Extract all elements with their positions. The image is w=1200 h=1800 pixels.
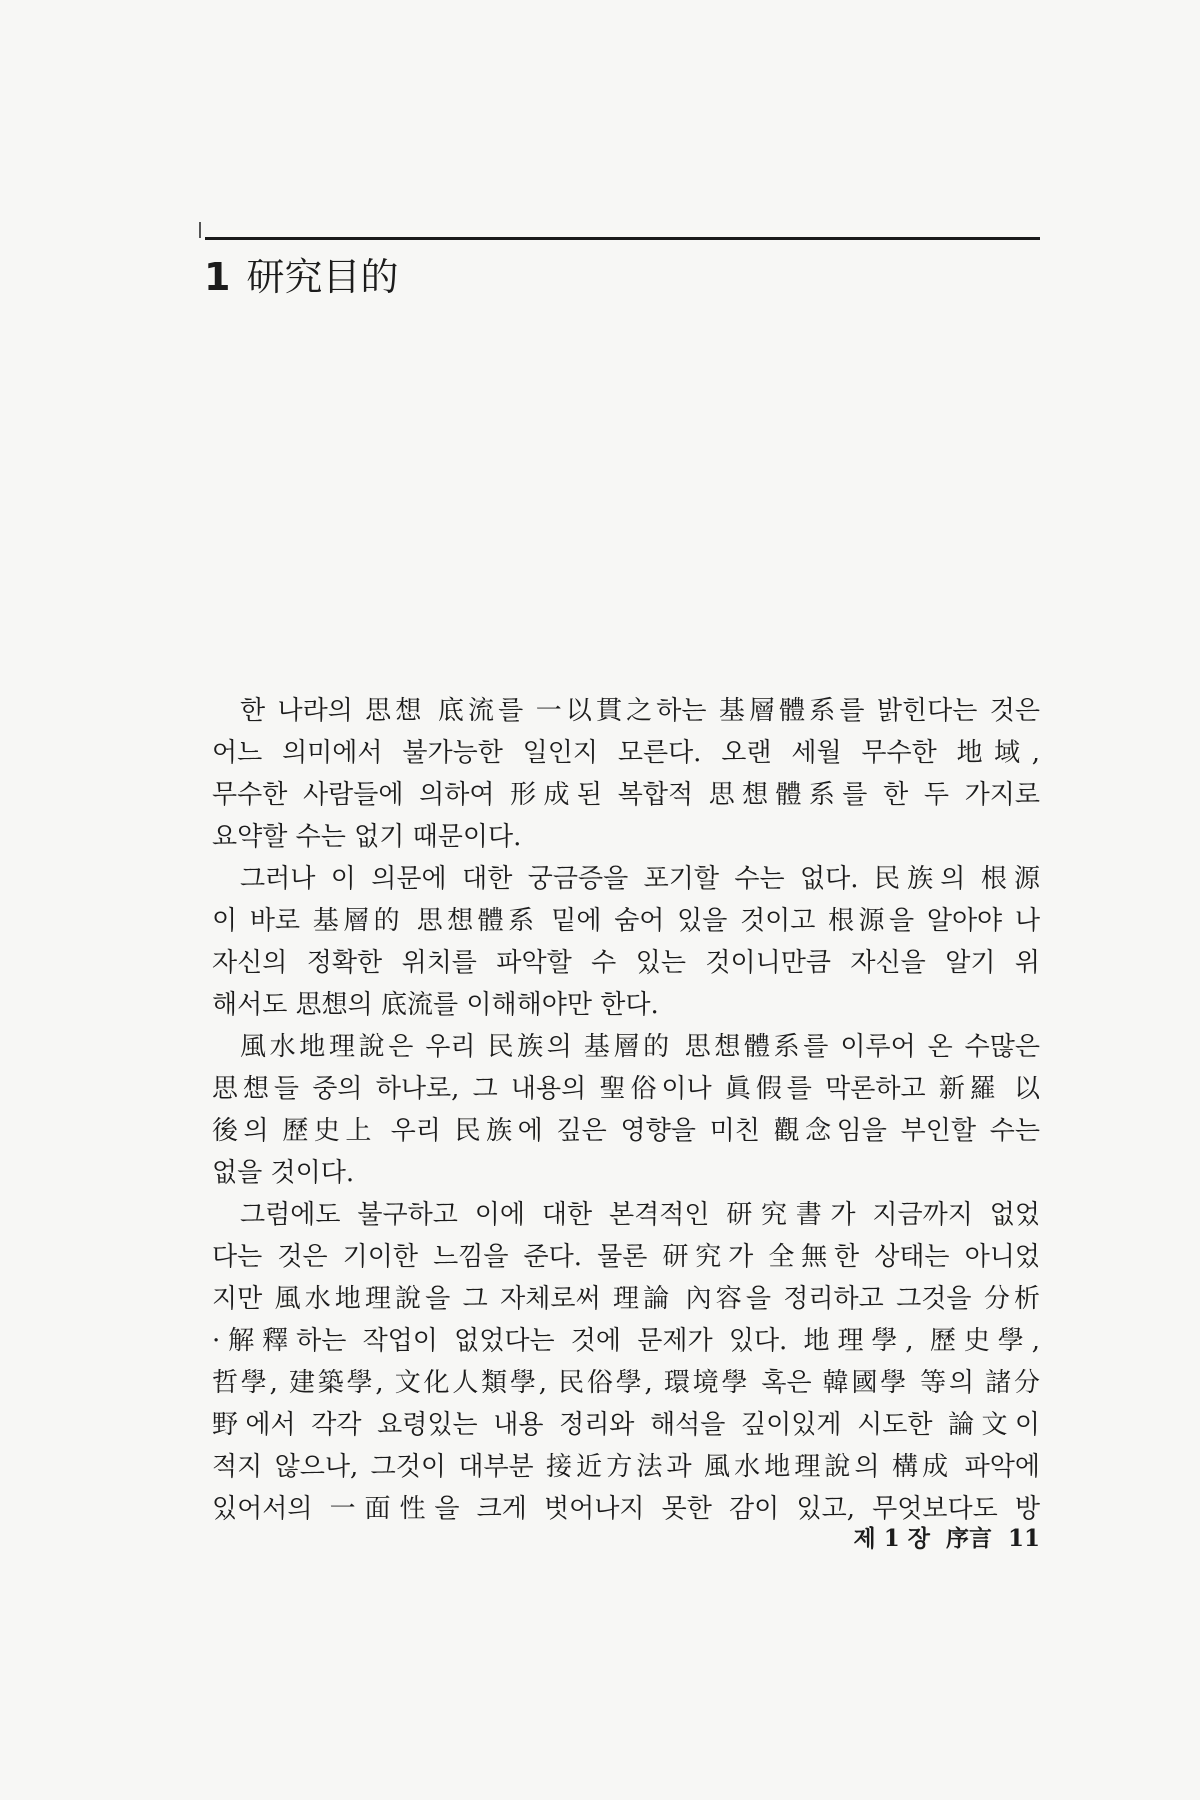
text-line: 다는 것은 기이한 느낌을 준다. 물론 研究가 全無한 상태는 아니었 [212,1242,1040,1272]
body-text [212,690,1040,1530]
section-number: 1 [204,255,231,299]
text-line: 있어서의 一面性을 크게 벗어나지 못한 감이 있고, 무엇보다도 방 [212,1494,1040,1524]
margin-mark [199,222,201,238]
text-line: 그러나 이 의문에 대한 궁금증을 포기할 수는 없다. 民族의 根源 [240,864,1040,894]
text-line: 자신의 정확한 위치를 파악할 수 있는 것이니만큼 자신을 알기 위 [212,948,1040,978]
text-line: 요약할 수는 없기 때문이다. [212,822,522,852]
page-footer [800,1520,1040,1553]
paragraph [212,690,1040,858]
paragraph [212,1194,1040,1530]
paragraph [212,858,1040,1026]
text-line: 思想들 중의 하나로, 그 내용의 聖俗이나 眞假를 막론하고 新羅 以 [212,1074,1040,1104]
text-line: 野에서 각각 요령있는 내용 정리와 해석을 깊이있게 시도한 論文이 [212,1410,1040,1440]
section-title: 研究目的 [246,255,399,299]
footer-chapter-title: 序言 [945,1525,992,1552]
section-rule [205,237,1040,240]
text-line: 哲學, 建築學, 文化人類學, 民俗學, 環境學 혹은 韓國學 等의 諸分 [212,1368,1040,1398]
text-line: 後의 歷史上 우리 民族에 깊은 영향을 미친 觀念임을 부인할 수는 [212,1116,1040,1146]
text-line: ·解釋하는 작업이 없었다는 것에 문제가 있다. 地理學, 歷史學, [212,1326,1040,1356]
text-line: 어느 의미에서 불가능한 일인지 모른다. 오랜 세월 무수한 地域, [212,738,1040,768]
text-line: 風水地理說은 우리 民族의 基層的 思想體系를 이루어 온 수많은 [240,1032,1040,1062]
text-line: 이 바로 基層的 思想體系 밑에 숨어 있을 것이고 根源을 알아야 나 [212,906,1040,936]
text-line: 지만 風水地理說을 그 자체로써 理論 內容을 정리하고 그것을 分析 [212,1284,1040,1314]
page-number: 11 [1007,1525,1040,1552]
text-line: 무수한 사람들에 의하여 形成된 복합적 思想體系를 한 두 가지로 [212,780,1040,810]
footer-chapter: 제 1 장 [853,1525,930,1552]
text-line: 적지 않으나, 그것이 대부분 接近方法과 風水地理說의 構成 파악에 [212,1452,1040,1482]
text-line: 없을 것이다. [212,1158,355,1188]
text-line: 해서도 思想의 底流를 이해해야만 한다. [212,990,659,1020]
text-line: 한 나라의 思想 底流를 一以貫之하는 基層體系를 밝힌다는 것은 [240,696,1040,726]
text-line: 그럼에도 불구하고 이에 대한 본격적인 研究書가 지금까지 없었 [240,1200,1040,1230]
paragraph [212,1026,1040,1194]
section-heading [204,252,398,302]
